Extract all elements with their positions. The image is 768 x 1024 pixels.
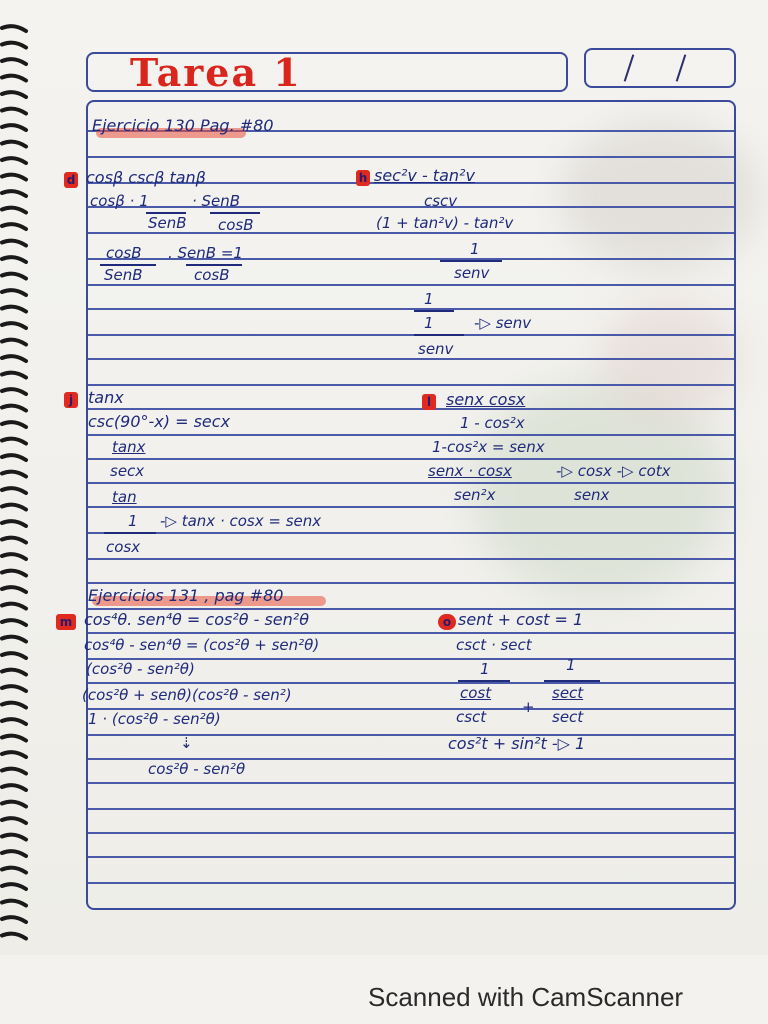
problem-m-line: cos⁴θ - sen⁴θ = (cos²θ + sen²θ) xyxy=(84,636,320,654)
problem-d-line: cosB xyxy=(106,244,142,262)
ruled-line xyxy=(88,334,734,336)
problem-j-line: 1 xyxy=(128,512,138,530)
spiral-coil xyxy=(2,142,26,147)
problem-h-line: (1 + tan²v) - tan²v xyxy=(376,214,514,232)
spiral-coil xyxy=(2,455,26,460)
problem-o-line: cos²t + sin²t -▷ 1 xyxy=(448,734,586,753)
spiral-coil xyxy=(2,323,26,328)
problem-j-line: tanx xyxy=(112,438,146,456)
ruled-line xyxy=(88,782,734,784)
ruled-line xyxy=(88,632,734,634)
problem-o-line: cost xyxy=(460,684,492,702)
ruled-line xyxy=(88,582,734,584)
ruled-line xyxy=(88,284,734,286)
spiral-coil xyxy=(2,934,26,939)
ruled-line xyxy=(88,358,734,360)
problem-o-line: 1 xyxy=(480,660,490,678)
date-box xyxy=(584,48,736,88)
spiral-coil xyxy=(2,653,26,658)
spiral-coil xyxy=(2,604,26,609)
problem-h-line: senv xyxy=(454,264,490,282)
fraction-bar xyxy=(210,212,260,214)
spiral-coil xyxy=(2,43,26,48)
spiral-coil xyxy=(2,851,26,856)
problem-m-statement: cos⁴θ. sen⁴θ = cos²θ - sen²θ xyxy=(84,610,309,629)
problem-h-statement: sec²v - tan²v xyxy=(374,166,475,185)
spiral-coil xyxy=(2,406,26,411)
spiral-coil xyxy=(2,439,26,444)
spiral-coil xyxy=(2,373,26,378)
problem-j-line: secx xyxy=(110,462,145,480)
spiral-coil xyxy=(2,92,26,97)
problem-h-line: 1 xyxy=(424,290,434,308)
ruled-line xyxy=(88,206,734,208)
spiral-coil xyxy=(2,752,26,757)
problem-m-line: cos²θ - sen²θ xyxy=(148,760,246,778)
spiral-coil xyxy=(2,422,26,427)
spiral-coil xyxy=(2,884,26,889)
spiral-coil xyxy=(2,109,26,114)
date-slash xyxy=(624,54,635,81)
spiral-coil xyxy=(2,587,26,592)
marker-o: o xyxy=(438,614,456,630)
spiral-coil xyxy=(2,488,26,493)
problem-o-line: csct xyxy=(456,708,487,726)
exercise-131-heading: Ejercicios 131 , pag #80 xyxy=(88,586,284,605)
marker-l: l xyxy=(422,394,436,410)
problem-o-line: 1 xyxy=(566,656,576,674)
ruled-line xyxy=(88,856,734,858)
spiral-coil xyxy=(2,472,26,477)
fraction-bar xyxy=(414,310,454,312)
spiral-coil xyxy=(2,703,26,708)
spiral-coil xyxy=(2,835,26,840)
problem-l-line: senx · cosx xyxy=(428,462,512,480)
spiral-coil xyxy=(2,290,26,295)
problem-d-line: cosB xyxy=(218,216,254,234)
problem-m-line: (cos²θ + senθ)(cos²θ - sen²) xyxy=(82,686,292,704)
spiral-coil xyxy=(2,340,26,345)
spiral-coil xyxy=(2,571,26,576)
problem-o-line: sect xyxy=(552,684,584,702)
ruled-line xyxy=(88,434,734,436)
problem-l-line: 1-cos²x = senx xyxy=(432,438,545,456)
problem-h-line: 1 xyxy=(424,314,434,332)
fraction-bar xyxy=(104,532,156,534)
marker-d: d xyxy=(64,172,78,188)
problem-l-line: senx xyxy=(574,486,610,504)
spiral-coil xyxy=(2,241,26,246)
fraction-bar xyxy=(544,680,600,682)
problem-j-line: -▷ tanx · cosx = senx xyxy=(160,512,322,530)
problem-d-line: . SenB =1 xyxy=(168,244,243,262)
marker-h: h xyxy=(356,170,370,186)
ruled-line xyxy=(88,882,734,884)
spiral-binding xyxy=(0,20,30,950)
spiral-coil xyxy=(2,307,26,312)
problem-j-line: tan xyxy=(112,488,137,506)
problem-o-statement: sent + cost = 1 xyxy=(458,610,584,629)
spiral-coil xyxy=(2,257,26,262)
spiral-coil xyxy=(2,191,26,196)
spiral-coil xyxy=(2,785,26,790)
problem-m-arrow: ⇣ xyxy=(180,734,193,752)
problem-h-line: 1 xyxy=(470,240,480,258)
ruled-line xyxy=(88,682,734,684)
problem-h-line: -▷ senv xyxy=(474,314,532,332)
ruled-line xyxy=(88,308,734,310)
problem-j-statement: tanx xyxy=(88,388,124,407)
ruled-line xyxy=(88,408,734,410)
fraction-bar xyxy=(414,334,464,336)
problem-j-line: csc(90°-x) = secx xyxy=(88,412,231,431)
spiral-coil xyxy=(2,356,26,361)
problem-o-line: csct · sect xyxy=(456,636,532,654)
date-slash xyxy=(676,54,687,81)
ruled-line xyxy=(88,156,734,158)
spiral-coil xyxy=(2,620,26,625)
spiral-coil xyxy=(2,868,26,873)
ruled-line xyxy=(88,832,734,834)
spiral-coil xyxy=(2,554,26,559)
spiral-coil xyxy=(2,917,26,922)
problem-l-statement: senx cosx xyxy=(446,390,526,409)
problem-h-line: cscv xyxy=(424,192,458,210)
spiral-coil xyxy=(2,274,26,279)
problem-d-line: SenB xyxy=(148,214,187,232)
problem-d-line: · SenB xyxy=(192,192,241,210)
problem-l-line: 1 - cos²x xyxy=(460,414,525,432)
exercise-130-heading: Ejercicio 130 Pag. #80 xyxy=(92,116,274,135)
fraction-bar xyxy=(440,260,502,262)
spiral-coil xyxy=(2,736,26,741)
problem-j-line: cosx xyxy=(106,538,141,556)
spiral-coil xyxy=(2,389,26,394)
problem-d-line: cosB xyxy=(194,266,230,284)
ruled-line xyxy=(88,506,734,508)
problem-o-line: sect xyxy=(552,708,584,726)
scanner-watermark: Scanned with CamScanner xyxy=(368,982,684,1012)
spiral-coil xyxy=(2,26,26,31)
ruled-line xyxy=(88,558,734,560)
problem-l-line: sen²x xyxy=(454,486,496,504)
problem-d-statement: cosβ cscβ tanβ xyxy=(86,168,206,187)
marker-j: j xyxy=(64,392,78,408)
spiral-coil xyxy=(2,670,26,675)
spiral-coil xyxy=(2,538,26,543)
problem-o-plus: + xyxy=(522,698,535,716)
ruled-line xyxy=(88,384,734,386)
fraction-bar xyxy=(458,680,510,682)
ruled-line xyxy=(88,808,734,810)
spiral-coil xyxy=(2,802,26,807)
problem-h-line: senv xyxy=(418,340,454,358)
problem-l-line: -▷ cosx -▷ cotx xyxy=(556,462,671,480)
spiral-coil xyxy=(2,818,26,823)
problem-d-line: SenB xyxy=(104,266,143,284)
spiral-coil xyxy=(2,769,26,774)
spiral-coil xyxy=(2,686,26,691)
ruled-line xyxy=(88,458,734,460)
spiral-coil xyxy=(2,719,26,724)
spiral-coil xyxy=(2,208,26,213)
ruled-line xyxy=(88,482,734,484)
spiral-coil xyxy=(2,901,26,906)
spiral-coil xyxy=(2,125,26,130)
ruled-line xyxy=(88,532,734,534)
problem-m-line: (cos²θ - sen²θ) xyxy=(86,660,195,678)
spiral-coil xyxy=(2,224,26,229)
problem-d-line: cosβ · 1 xyxy=(90,192,149,210)
marker-m: m xyxy=(56,614,76,630)
spiral-coil xyxy=(2,505,26,510)
spiral-coil xyxy=(2,637,26,642)
page-title: Tarea 1 xyxy=(130,50,302,95)
spiral-coil xyxy=(2,59,26,64)
spiral-coil xyxy=(2,76,26,81)
ruled-line xyxy=(88,232,734,234)
spiral-coil xyxy=(2,158,26,163)
spiral-coil xyxy=(2,521,26,526)
problem-m-line: 1 · (cos²θ - sen²θ) xyxy=(88,710,221,728)
spiral-coil xyxy=(2,175,26,180)
